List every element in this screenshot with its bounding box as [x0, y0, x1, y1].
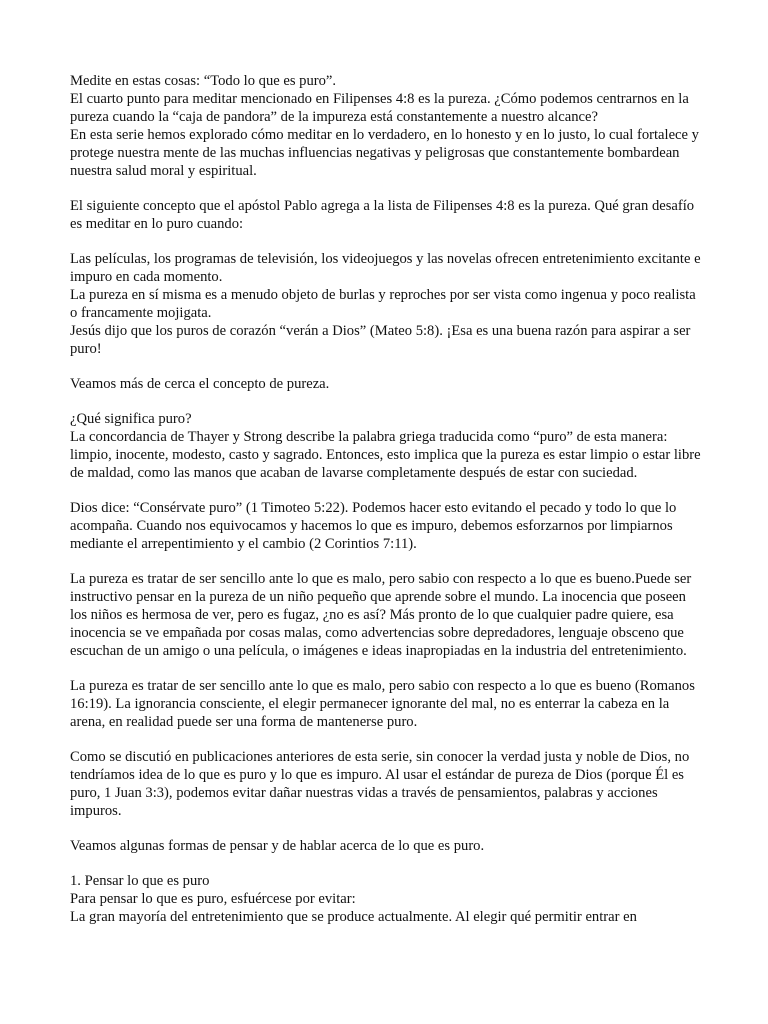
paragraph: Veamos más de cerca el concepto de pureza. [70, 376, 330, 392]
paragraph: El cuarto punto para meditar mencionado en Filipenses 4:8 es la pureza. ¿Cómo podemos centrarnos en la pureza cuando la “caja de pandora” de la impureza está constantemente a nuestro alcance? [70, 91, 689, 125]
paragraph: Como se discutió en publicaciones anteriores de esta serie, sin conocer la verdad justa y noble de Dios, no tendríamos idea de lo que es puro y lo que es impuro. Al usar el estándar de pureza de Dios (porque Él es puro, 1 Juan 3:3), podemos evitar dañar nuestras vidas a través de pensamientos, palabras y acciones impuros. [70, 749, 690, 819]
paragraph: La concordancia de Thayer y Strong describe la palabra griega traducida como “puro” de esta manera: limpio, inocente, modesto, casto y sagrado. Entonces, esto implica que la pureza es estar limpio o estar libre de maldad, como las manos que acaban de lavarse completamente después de estar con suciedad. [70, 429, 701, 481]
paragraph: La gran mayoría del entretenimiento que se produce actualmente. Al elegir qué permitir entrar en [70, 909, 637, 925]
paragraph-gap [70, 731, 702, 748]
paragraph: Jesús dijo que los puros de corazón “verán a Dios” (Mateo 5:8). ¡Esa es una buena razón para aspirar a ser puro! [70, 323, 691, 357]
paragraph-gap [70, 180, 702, 197]
paragraph-gap [70, 660, 702, 677]
list-heading: 1. Pensar lo que es puro [70, 873, 210, 889]
paragraph: Veamos algunas formas de pensar y de hablar acerca de lo que es puro. [70, 838, 485, 854]
paragraph: La pureza es tratar de ser sencillo ante lo que es malo, pero sabio con respecto a lo que es bueno (Romanos 16:19). La ignorancia consciente, el elegir permanecer ignorante del mal, no es enterrar la cabeza en la arena, en realidad puede ser una forma de mantenerse puro. [70, 678, 695, 730]
paragraph: Dios dice: “Consérvate puro” (1 Timoteo 5:22). Podemos hacer esto evitando el pecado y todo lo que lo acompaña. Cuando nos equivocamos y hacemos lo que es impuro, debemos esforzarnos por limpiarnos mediante el arrepentimiento y el cambio (2 Corintios 7:11). [70, 500, 677, 552]
paragraph-gap [70, 855, 702, 872]
paragraph-gap [70, 482, 702, 499]
paragraph: La pureza en sí misma es a menudo objeto de burlas y reproches por ser vista como ingenua y poco realista o francamente mojigata. [70, 287, 696, 321]
paragraph: El siguiente concepto que el apóstol Pablo agrega a la lista de Filipenses 4:8 es la pureza. Qué gran desafío es meditar en lo puro cuando: [70, 198, 695, 232]
paragraph: Para pensar lo que es puro, esfuércese por evitar: [70, 891, 356, 907]
paragraph-gap [70, 358, 702, 375]
paragraph: La pureza es tratar de ser sencillo ante lo que es malo, pero sabio con respecto a lo que es bueno.Puede ser instructivo pensar en la pureza de un niño pequeño que aprende sobre el mundo. La inocencia que poseen los niños es hermosa de ver, pero es fugaz, ¿no es así? Más pronto de lo que cualquier padre quiere, esa inocencia se ve empañada por cosas malas, como advertencias sobre depredadores, lenguaje obsceno que escuchan de un amigo o una película, o imágenes e ideas inapropiadas en la industria del entretenimiento. [70, 571, 692, 659]
paragraph-gap [70, 820, 702, 837]
paragraph-heading: Medite en estas cosas: “Todo lo que es puro”. [70, 73, 337, 89]
document-page [70, 72, 702, 926]
paragraph-gap [70, 233, 702, 250]
paragraph: Las películas, los programas de televisión, los videojuegos y las novelas ofrecen entretenimiento excitante e impuro en cada momento. [70, 251, 701, 285]
paragraph-gap [70, 553, 702, 570]
paragraph: En esta serie hemos explorado cómo meditar en lo verdadero, en lo honesto y en lo justo, lo cual fortalece y protege nuestra mente de las muchas influencias negativas y peligrosas que constantemente bombardean nuestra salud moral y espiritual. [70, 127, 699, 179]
paragraph-gap [70, 393, 702, 410]
section-heading: ¿Qué significa puro? [70, 411, 192, 427]
